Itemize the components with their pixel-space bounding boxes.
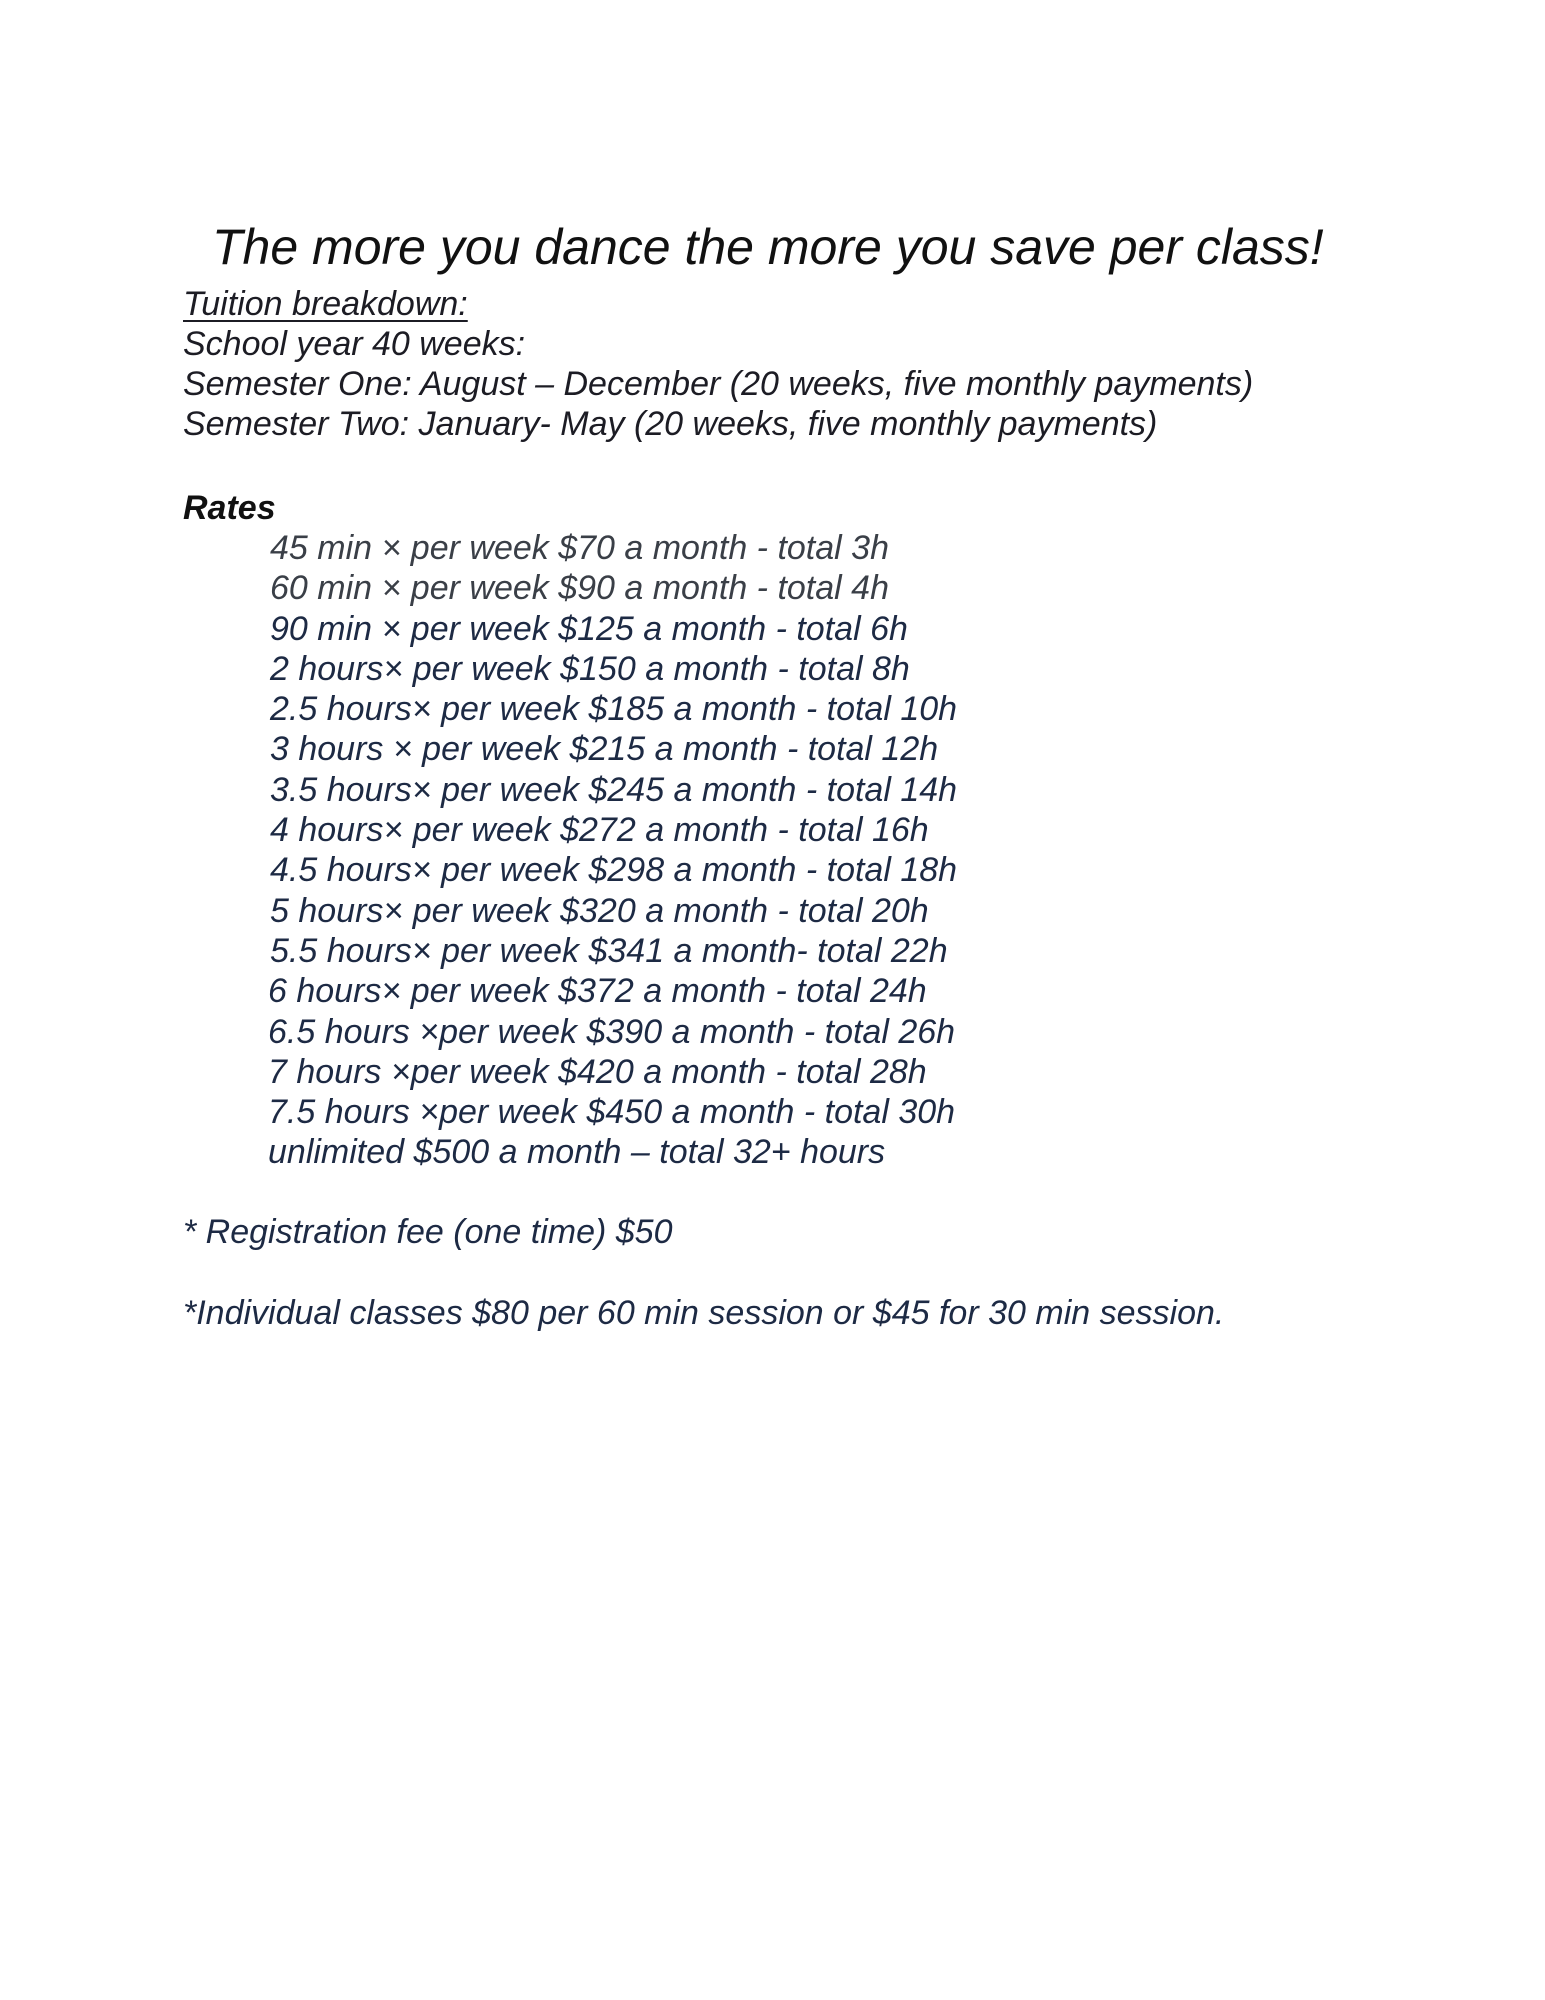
individual-classes-note: *Individual classes $80 per 60 min session or $45 for 30 min session. [183, 1294, 1225, 1332]
page-headline: The more you dance the more you save per class! [212, 219, 1324, 275]
rate-item-unlimited: unlimited $500 a month – total 32+ hours [268, 1133, 886, 1172]
rate-item: 7 hours ×per week $420 a month - total 28h [268, 1052, 927, 1091]
rate-item: 5.5 hours× per week $341 a month- total 22h [270, 931, 948, 970]
semester-two-text: Semester Two: January- May (20 weeks, five monthly payments) [183, 405, 1158, 443]
registration-fee-note: * Registration fee (one time) $50 [183, 1213, 673, 1251]
rates-heading: Rates [183, 489, 276, 527]
rate-item: 2 hours× per week $150 a month - total 8h [270, 649, 910, 688]
rate-item: 45 min × per week $70 a month - total 3h [270, 529, 889, 567]
rate-item: 4.5 hours× per week $298 a month - total 18h [270, 851, 958, 890]
rate-item: 3.5 hours× per week $245 a month - total 14h [270, 770, 958, 809]
rate-item: 3 hours × per week $215 a month - total 12h [270, 730, 939, 769]
rate-item: 6.5 hours ×per week $390 a month - total 26h [268, 1012, 956, 1051]
rate-item: 60 min × per week $90 a month - total 4h [270, 569, 889, 608]
rate-item: 4 hours× per week $272 a month - total 16h [270, 811, 929, 850]
rates-list [270, 528, 957, 1173]
rate-item: 6 hours× per week $372 a month - total 24h [268, 972, 927, 1011]
rate-item: 2.5 hours× per week $185 a month - total 10h [270, 690, 958, 729]
semester-one-text: Semester One: August – December (20 weeks, five monthly payments) [183, 365, 1254, 403]
rate-item: 7.5 hours ×per week $450 a month - total 30h [268, 1093, 956, 1132]
tuition-heading: Tuition breakdown: [183, 285, 468, 323]
tuition-section [183, 284, 1253, 444]
rate-item: 90 min × per week $125 a month - total 6h [270, 609, 908, 648]
school-year-text: School year 40 weeks: [183, 325, 526, 363]
rate-item: 5 hours× per week $320 a month - total 20h [270, 891, 929, 930]
